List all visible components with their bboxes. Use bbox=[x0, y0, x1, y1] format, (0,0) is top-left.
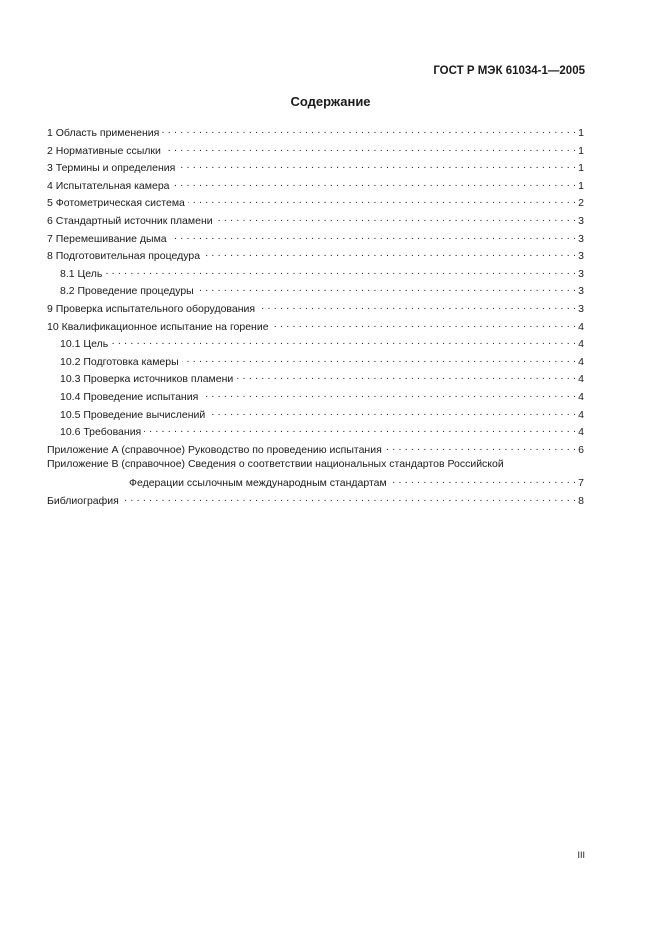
toc-subentry[interactable] bbox=[47, 388, 584, 406]
toc-entry-label: 5 Фотометрическая система bbox=[47, 197, 185, 210]
toc-entry-label: Приложение А (справочное) Руководство по проведению испытания bbox=[47, 443, 382, 456]
toc-entry-label: 8.1 Цель bbox=[60, 267, 103, 280]
toc-entry-label: 9 Проверка испытательного оборудования bbox=[47, 302, 256, 315]
toc-entry[interactable] bbox=[47, 142, 584, 160]
toc-entry-label: 10.4 Проведение испытания bbox=[60, 390, 199, 403]
toc-leader-dots bbox=[272, 318, 577, 330]
toc-leader-dots bbox=[144, 423, 576, 435]
toc-entry-label: 10.3 Проверка источников пламени bbox=[60, 373, 234, 386]
toc-entry-page: 1 bbox=[578, 127, 584, 139]
toc-leader-dots bbox=[390, 474, 576, 486]
toc-entry-page: 4 bbox=[578, 408, 584, 421]
toc-leader-dots bbox=[208, 406, 576, 418]
toc-entry-label: 8 Подготовительная процедура bbox=[47, 250, 201, 263]
toc-entry-appendix-b[interactable] bbox=[47, 458, 584, 474]
toc-entry-label: 2 Нормативные ссылки bbox=[47, 144, 161, 157]
page-number: III bbox=[577, 850, 585, 860]
toc-entry-label: Приложение В (справочное) Сведения о соответствии национальных стандартов Российской bbox=[47, 458, 504, 471]
toc-entry-page: 4 bbox=[578, 355, 584, 368]
toc-entry-page: 1 bbox=[578, 162, 584, 175]
toc-entry-page: 4 bbox=[578, 338, 584, 351]
toc-subentry[interactable] bbox=[47, 370, 584, 388]
toc-entry-page: 1 bbox=[578, 179, 584, 192]
toc-entry-page: 8 bbox=[578, 494, 584, 507]
toc-entry-page: 3 bbox=[578, 285, 584, 298]
toc-entry-page: 3 bbox=[578, 232, 584, 245]
toc-entry-page: 1 bbox=[578, 144, 584, 157]
toc-subentry[interactable] bbox=[47, 335, 584, 353]
toc-entry-label: Федерации ссылочным международным стандартам bbox=[129, 477, 387, 490]
toc-entry[interactable] bbox=[47, 124, 584, 142]
toc-entry-page: 4 bbox=[578, 320, 584, 333]
toc-entry-label: 1 Область применения bbox=[47, 127, 160, 139]
toc-entry-label: 10.5 Проведение вычислений bbox=[60, 408, 206, 421]
toc-subentry[interactable] bbox=[47, 353, 584, 371]
toc-entry-page: 3 bbox=[578, 267, 584, 280]
toc-leader-dots bbox=[170, 230, 577, 242]
toc-leader-dots bbox=[385, 441, 576, 453]
toc-entry[interactable] bbox=[47, 194, 584, 212]
toc-entry[interactable] bbox=[47, 212, 584, 230]
toc-subentry[interactable] bbox=[47, 406, 584, 424]
toc-entry-label: 3 Термины и определения bbox=[47, 162, 176, 175]
toc-entry-label: Библиография bbox=[47, 494, 119, 507]
toc-leader-dots bbox=[188, 194, 576, 206]
toc-subentry[interactable] bbox=[47, 265, 584, 283]
toc-entry-label: 10 Квалификационное испытание на горение bbox=[47, 320, 269, 333]
toc-entry-label: 6 Стандартный источник пламени bbox=[47, 214, 213, 227]
toc-leader-dots bbox=[197, 282, 576, 294]
toc-entry-bibliography[interactable] bbox=[47, 492, 584, 510]
toc-leader-dots bbox=[258, 300, 576, 312]
toc-entry-label: 7 Перемешивание дыма bbox=[47, 232, 167, 245]
toc-leader-dots bbox=[173, 177, 577, 189]
toc-leader-dots bbox=[178, 159, 576, 171]
toc-entry[interactable] bbox=[47, 300, 584, 318]
toc-entry-label: 10.1 Цель bbox=[60, 338, 109, 351]
document-code: ГОСТ Р МЭК 61034-1—2005 bbox=[433, 65, 585, 77]
toc-entry-label: 4 Испытательная камера bbox=[47, 179, 170, 192]
toc-entry-page: 4 bbox=[578, 373, 584, 386]
toc-entry[interactable] bbox=[47, 177, 584, 195]
toc-leader-dots bbox=[201, 388, 576, 400]
toc-entry[interactable] bbox=[47, 318, 584, 336]
toc-leader-dots bbox=[122, 492, 576, 504]
toc-subentry[interactable] bbox=[47, 282, 584, 300]
toc-leader-dots bbox=[182, 353, 577, 365]
toc-entry-appendix-b-continued[interactable] bbox=[47, 474, 584, 492]
toc-leader-dots bbox=[164, 142, 576, 154]
toc-entry-label: 10.6 Требования bbox=[60, 426, 142, 439]
toc-leader-dots bbox=[162, 124, 576, 136]
toc-entry[interactable] bbox=[47, 247, 584, 265]
toc-entry-page: 6 bbox=[578, 443, 584, 456]
toc-entry-appendix-a[interactable] bbox=[47, 441, 584, 459]
toc-leader-dots bbox=[105, 265, 576, 277]
toc-leader-dots bbox=[203, 247, 576, 259]
toc-entry-label: 8.2 Проведение процедуры bbox=[60, 285, 194, 298]
table-of-contents bbox=[47, 124, 584, 509]
toc-entry-label: 10.2 Подготовка камеры bbox=[60, 355, 179, 368]
toc-entry-page: 7 bbox=[578, 477, 584, 490]
toc-entry-page: 3 bbox=[578, 302, 584, 315]
toc-leader-dots bbox=[236, 370, 576, 382]
toc-entry-page: 4 bbox=[578, 390, 584, 403]
toc-entry-page: 3 bbox=[578, 250, 584, 263]
toc-entry[interactable] bbox=[47, 230, 584, 248]
toc-entry-page: 4 bbox=[578, 426, 584, 439]
toc-leader-dots bbox=[111, 335, 576, 347]
page-title: Содержание bbox=[290, 94, 371, 109]
toc-subentry[interactable] bbox=[47, 423, 584, 441]
toc-entry-page: 3 bbox=[578, 214, 584, 227]
toc-entry[interactable] bbox=[47, 159, 584, 177]
toc-entry-page: 2 bbox=[578, 197, 584, 210]
toc-leader-dots bbox=[216, 212, 577, 224]
